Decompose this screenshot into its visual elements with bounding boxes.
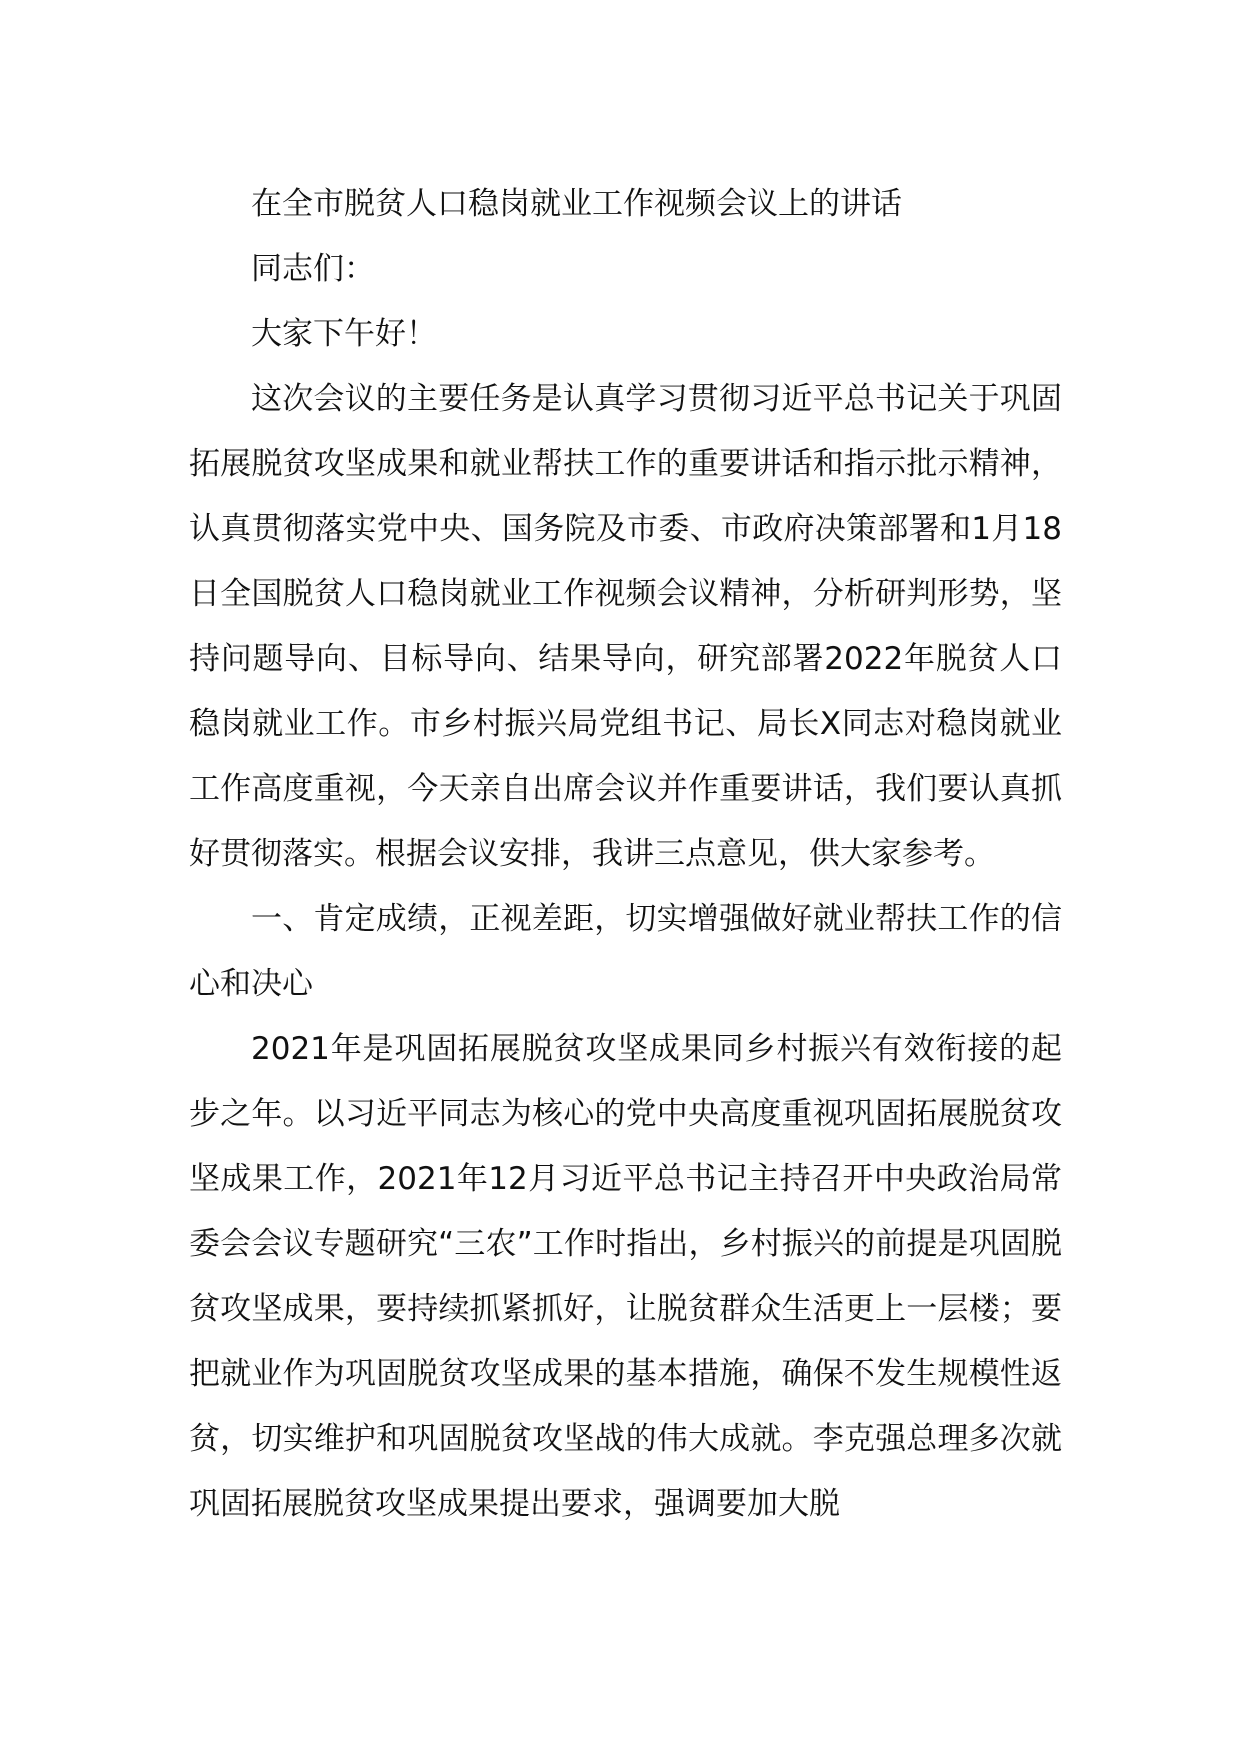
section-heading-1: 一、肯定成绩，正视差距，切实增强做好就业帮扶工作的信心和决心 [189, 901, 1062, 1002]
document-title: 在全市脱贫人口稳岗就业工作视频会议上的讲话 [251, 186, 902, 222]
salutation: 同志们： [251, 251, 375, 287]
body-paragraph: 2021年是巩固拓展脱贫攻坚成果同乡村振兴有效衔接的起步之年。以习近平同志为核心的党中央高度重视巩固拓展脱贫攻坚成果工作，2021年12月习近平总书记主持召开中央政治局常委会会议专题研究“三农”工作时指出，乡村振兴的前提是巩固脱贫攻坚成果，要持续抓紧抓好，让脱贫群众生活更上一层楼；要把就业作为巩固脱贫攻坚成果的基本措施，确保不发生规模性返贫，切实维护和巩固脱贫攻坚战的伟大成就。李克强总理多次就巩固拓展脱贫攻坚成果提出要求，强调要加大脱 [189, 1031, 1062, 1522]
document-body [189, 172, 1062, 1537]
intro-paragraph: 这次会议的主要任务是认真学习贯彻习近平总书记关于巩固拓展脱贫攻坚成果和就业帮扶工作的重要讲话和指示批示精神，认真贯彻落实党中央、国务院及市委、市政府决策部署和1月18日全国脱贫人口稳岗就业工作视频会议精神，分析研判形势，坚持问题导向、目标导向、结果导向，研究部署2022年脱贫人口稳岗就业工作。市乡村振兴局党组书记、局长X同志对稳岗就业工作高度重视，今天亲自出席会议并作重要讲话，我们要认真抓好贯彻落实。根据会议安排，我讲三点意见，供大家参考。 [189, 381, 1062, 872]
greeting: 大家下午好！ [251, 316, 437, 352]
